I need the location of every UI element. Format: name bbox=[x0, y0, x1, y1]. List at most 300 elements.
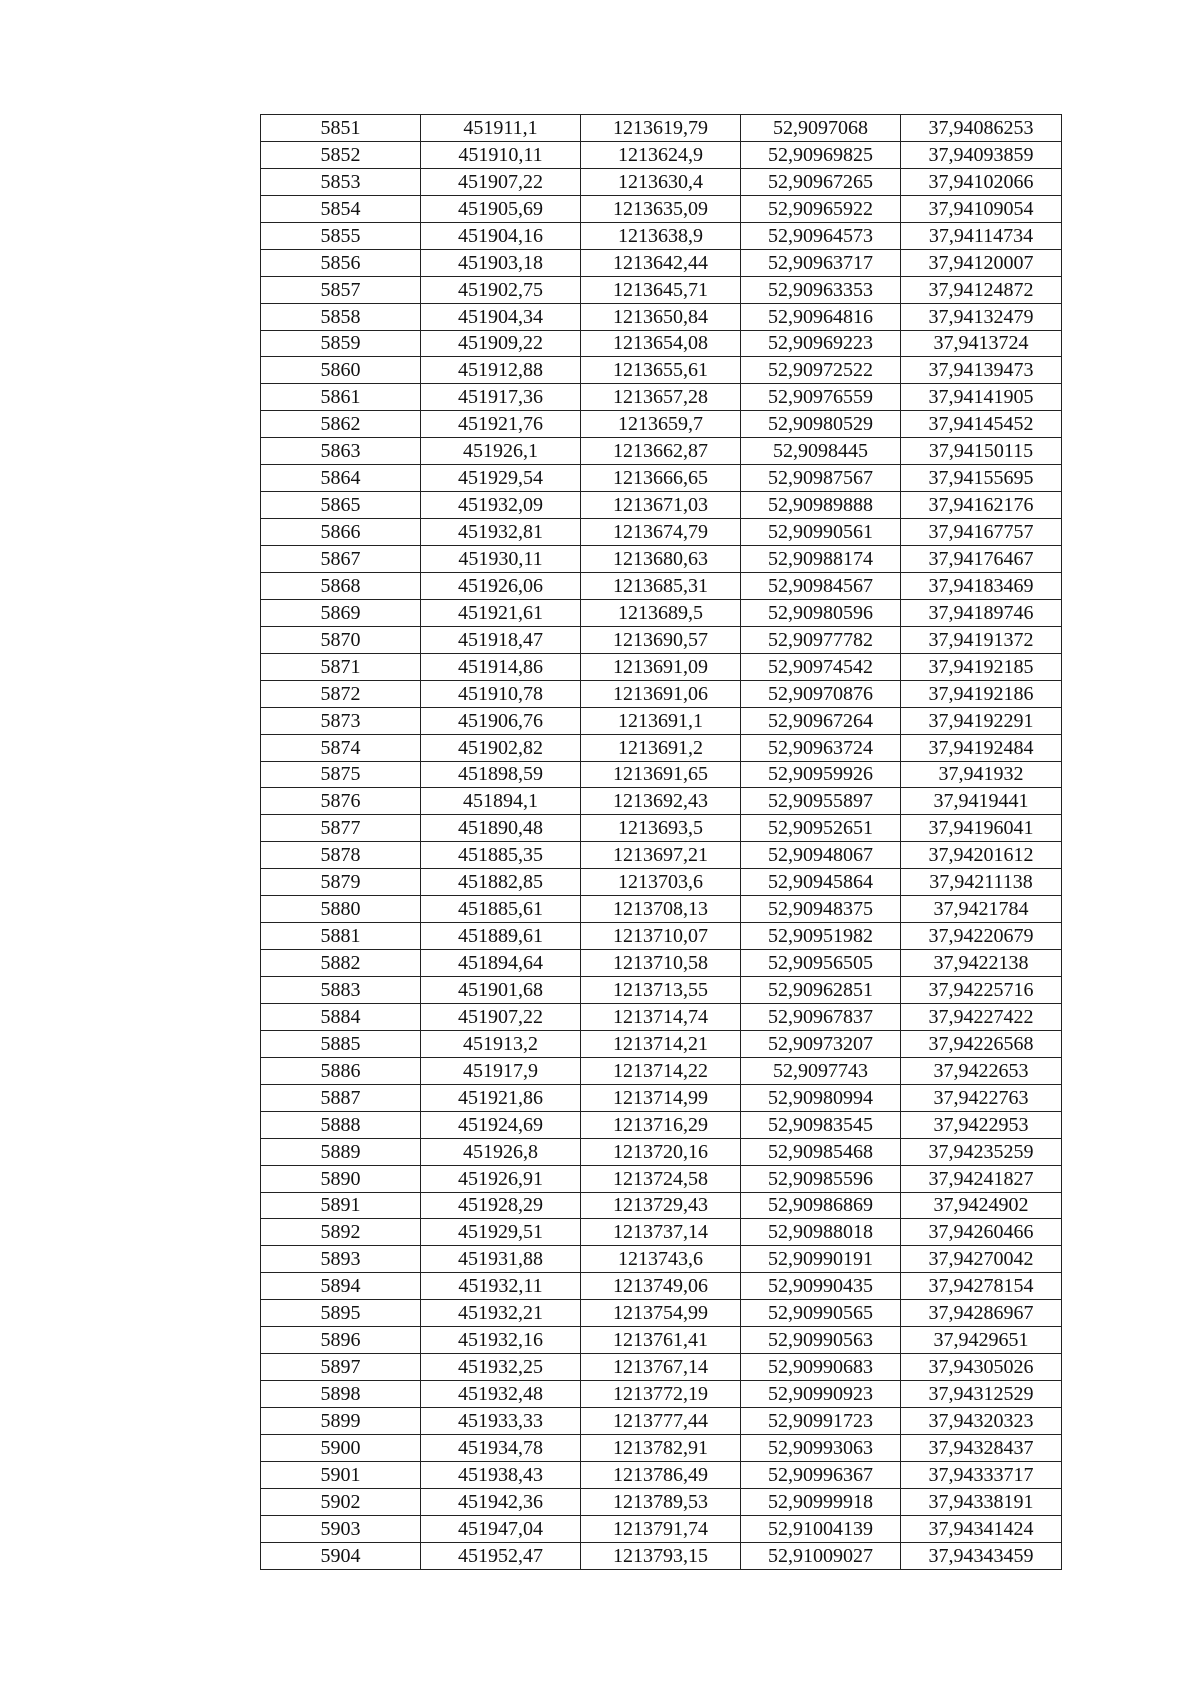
y-coordinate-cell: 1213789,53 bbox=[581, 1488, 741, 1515]
latitude-cell: 52,90973207 bbox=[741, 1030, 901, 1057]
y-coordinate-cell: 1213642,44 bbox=[581, 249, 741, 276]
point-number-cell: 5882 bbox=[261, 950, 421, 977]
table-row bbox=[261, 249, 1062, 276]
latitude-cell: 52,90984567 bbox=[741, 572, 901, 599]
y-coordinate-cell: 1213786,49 bbox=[581, 1461, 741, 1488]
y-coordinate-cell: 1213716,29 bbox=[581, 1111, 741, 1138]
point-number-cell: 5895 bbox=[261, 1300, 421, 1327]
x-coordinate-cell: 451912,88 bbox=[421, 357, 581, 384]
latitude-cell: 52,90967265 bbox=[741, 168, 901, 195]
longitude-cell: 37,94155695 bbox=[901, 465, 1062, 492]
point-number-cell: 5862 bbox=[261, 411, 421, 438]
table-row bbox=[261, 1542, 1062, 1569]
x-coordinate-cell: 451907,22 bbox=[421, 168, 581, 195]
y-coordinate-cell: 1213638,9 bbox=[581, 222, 741, 249]
x-coordinate-cell: 451934,78 bbox=[421, 1434, 581, 1461]
x-coordinate-cell: 451898,59 bbox=[421, 761, 581, 788]
latitude-cell: 52,90991723 bbox=[741, 1408, 901, 1435]
point-number-cell: 5864 bbox=[261, 465, 421, 492]
longitude-cell: 37,94343459 bbox=[901, 1542, 1062, 1569]
point-number-cell: 5860 bbox=[261, 357, 421, 384]
point-number-cell: 5898 bbox=[261, 1381, 421, 1408]
point-number-cell: 5893 bbox=[261, 1246, 421, 1273]
point-number-cell: 5857 bbox=[261, 276, 421, 303]
table-row bbox=[261, 1003, 1062, 1030]
longitude-cell: 37,94312529 bbox=[901, 1381, 1062, 1408]
latitude-cell: 52,90970876 bbox=[741, 680, 901, 707]
point-number-cell: 5868 bbox=[261, 572, 421, 599]
table-row bbox=[261, 680, 1062, 707]
latitude-cell: 52,90969223 bbox=[741, 330, 901, 357]
latitude-cell: 52,90988018 bbox=[741, 1219, 901, 1246]
x-coordinate-cell: 451926,1 bbox=[421, 438, 581, 465]
longitude-cell: 37,94270042 bbox=[901, 1246, 1062, 1273]
y-coordinate-cell: 1213657,28 bbox=[581, 384, 741, 411]
longitude-cell: 37,94150115 bbox=[901, 438, 1062, 465]
longitude-cell: 37,94305026 bbox=[901, 1354, 1062, 1381]
x-coordinate-cell: 451901,68 bbox=[421, 977, 581, 1004]
point-number-cell: 5901 bbox=[261, 1461, 421, 1488]
y-coordinate-cell: 1213754,99 bbox=[581, 1300, 741, 1327]
x-coordinate-cell: 451933,33 bbox=[421, 1408, 581, 1435]
y-coordinate-cell: 1213714,99 bbox=[581, 1084, 741, 1111]
coordinates-table bbox=[260, 114, 1062, 1570]
point-number-cell: 5877 bbox=[261, 815, 421, 842]
point-number-cell: 5871 bbox=[261, 653, 421, 680]
table-row bbox=[261, 788, 1062, 815]
latitude-cell: 52,90990683 bbox=[741, 1354, 901, 1381]
table-row bbox=[261, 168, 1062, 195]
y-coordinate-cell: 1213720,16 bbox=[581, 1138, 741, 1165]
table-row bbox=[261, 572, 1062, 599]
longitude-cell: 37,94109054 bbox=[901, 195, 1062, 222]
table-row bbox=[261, 1246, 1062, 1273]
point-number-cell: 5902 bbox=[261, 1488, 421, 1515]
table-row bbox=[261, 1461, 1062, 1488]
x-coordinate-cell: 451882,85 bbox=[421, 869, 581, 896]
table-row bbox=[261, 465, 1062, 492]
point-number-cell: 5903 bbox=[261, 1515, 421, 1542]
latitude-cell: 52,90980596 bbox=[741, 599, 901, 626]
latitude-cell: 52,91004139 bbox=[741, 1515, 901, 1542]
x-coordinate-cell: 451910,11 bbox=[421, 141, 581, 168]
table-row bbox=[261, 1192, 1062, 1219]
x-coordinate-cell: 451926,91 bbox=[421, 1165, 581, 1192]
longitude-cell: 37,94176467 bbox=[901, 546, 1062, 573]
x-coordinate-cell: 451932,09 bbox=[421, 492, 581, 519]
x-coordinate-cell: 451885,61 bbox=[421, 896, 581, 923]
table-row bbox=[261, 761, 1062, 788]
point-number-cell: 5892 bbox=[261, 1219, 421, 1246]
x-coordinate-cell: 451926,8 bbox=[421, 1138, 581, 1165]
point-number-cell: 5853 bbox=[261, 168, 421, 195]
longitude-cell: 37,94328437 bbox=[901, 1434, 1062, 1461]
table-row bbox=[261, 195, 1062, 222]
latitude-cell: 52,90948067 bbox=[741, 842, 901, 869]
longitude-cell: 37,9429651 bbox=[901, 1327, 1062, 1354]
x-coordinate-cell: 451932,81 bbox=[421, 519, 581, 546]
point-number-cell: 5900 bbox=[261, 1434, 421, 1461]
point-number-cell: 5897 bbox=[261, 1354, 421, 1381]
y-coordinate-cell: 1213691,09 bbox=[581, 653, 741, 680]
longitude-cell: 37,94338191 bbox=[901, 1488, 1062, 1515]
x-coordinate-cell: 451932,11 bbox=[421, 1273, 581, 1300]
point-number-cell: 5876 bbox=[261, 788, 421, 815]
longitude-cell: 37,94201612 bbox=[901, 842, 1062, 869]
point-number-cell: 5852 bbox=[261, 141, 421, 168]
table-row bbox=[261, 707, 1062, 734]
latitude-cell: 52,90959926 bbox=[741, 761, 901, 788]
table-row bbox=[261, 1165, 1062, 1192]
x-coordinate-cell: 451929,51 bbox=[421, 1219, 581, 1246]
x-coordinate-cell: 451918,47 bbox=[421, 626, 581, 653]
latitude-cell: 52,90988174 bbox=[741, 546, 901, 573]
y-coordinate-cell: 1213777,44 bbox=[581, 1408, 741, 1435]
table-row bbox=[261, 1327, 1062, 1354]
y-coordinate-cell: 1213714,21 bbox=[581, 1030, 741, 1057]
x-coordinate-cell: 451913,2 bbox=[421, 1030, 581, 1057]
longitude-cell: 37,94320323 bbox=[901, 1408, 1062, 1435]
y-coordinate-cell: 1213724,58 bbox=[581, 1165, 741, 1192]
point-number-cell: 5880 bbox=[261, 896, 421, 923]
table-row bbox=[261, 492, 1062, 519]
table-row bbox=[261, 222, 1062, 249]
point-number-cell: 5869 bbox=[261, 599, 421, 626]
longitude-cell: 37,9422953 bbox=[901, 1111, 1062, 1138]
latitude-cell: 52,90990565 bbox=[741, 1300, 901, 1327]
y-coordinate-cell: 1213691,06 bbox=[581, 680, 741, 707]
point-number-cell: 5861 bbox=[261, 384, 421, 411]
x-coordinate-cell: 451932,25 bbox=[421, 1354, 581, 1381]
table-row bbox=[261, 115, 1062, 142]
table-row bbox=[261, 1381, 1062, 1408]
y-coordinate-cell: 1213645,71 bbox=[581, 276, 741, 303]
latitude-cell: 52,90956505 bbox=[741, 950, 901, 977]
x-coordinate-cell: 451905,69 bbox=[421, 195, 581, 222]
x-coordinate-cell: 451910,78 bbox=[421, 680, 581, 707]
latitude-cell: 52,90955897 bbox=[741, 788, 901, 815]
x-coordinate-cell: 451903,18 bbox=[421, 249, 581, 276]
latitude-cell: 52,90974542 bbox=[741, 653, 901, 680]
y-coordinate-cell: 1213690,57 bbox=[581, 626, 741, 653]
table-row bbox=[261, 734, 1062, 761]
y-coordinate-cell: 1213671,03 bbox=[581, 492, 741, 519]
table-row bbox=[261, 1515, 1062, 1542]
x-coordinate-cell: 451917,36 bbox=[421, 384, 581, 411]
latitude-cell: 52,90964573 bbox=[741, 222, 901, 249]
latitude-cell: 52,90980994 bbox=[741, 1084, 901, 1111]
y-coordinate-cell: 1213691,1 bbox=[581, 707, 741, 734]
x-coordinate-cell: 451885,35 bbox=[421, 842, 581, 869]
latitude-cell: 52,90948375 bbox=[741, 896, 901, 923]
point-number-cell: 5881 bbox=[261, 923, 421, 950]
y-coordinate-cell: 1213693,5 bbox=[581, 815, 741, 842]
longitude-cell: 37,94260466 bbox=[901, 1219, 1062, 1246]
longitude-cell: 37,94141905 bbox=[901, 384, 1062, 411]
point-number-cell: 5851 bbox=[261, 115, 421, 142]
y-coordinate-cell: 1213708,13 bbox=[581, 896, 741, 923]
table-row bbox=[261, 1138, 1062, 1165]
y-coordinate-cell: 1213680,63 bbox=[581, 546, 741, 573]
x-coordinate-cell: 451914,86 bbox=[421, 653, 581, 680]
latitude-cell: 52,90986869 bbox=[741, 1192, 901, 1219]
y-coordinate-cell: 1213662,87 bbox=[581, 438, 741, 465]
table-row bbox=[261, 1057, 1062, 1084]
x-coordinate-cell: 451928,29 bbox=[421, 1192, 581, 1219]
y-coordinate-cell: 1213714,74 bbox=[581, 1003, 741, 1030]
x-coordinate-cell: 451929,54 bbox=[421, 465, 581, 492]
table-row bbox=[261, 411, 1062, 438]
latitude-cell: 52,90999918 bbox=[741, 1488, 901, 1515]
y-coordinate-cell: 1213619,79 bbox=[581, 115, 741, 142]
latitude-cell: 52,90987567 bbox=[741, 465, 901, 492]
y-coordinate-cell: 1213674,79 bbox=[581, 519, 741, 546]
table-row bbox=[261, 842, 1062, 869]
longitude-cell: 37,9422763 bbox=[901, 1084, 1062, 1111]
latitude-cell: 52,90963353 bbox=[741, 276, 901, 303]
y-coordinate-cell: 1213772,19 bbox=[581, 1381, 741, 1408]
x-coordinate-cell: 451942,36 bbox=[421, 1488, 581, 1515]
y-coordinate-cell: 1213685,31 bbox=[581, 572, 741, 599]
y-coordinate-cell: 1213624,9 bbox=[581, 141, 741, 168]
latitude-cell: 52,90990191 bbox=[741, 1246, 901, 1273]
longitude-cell: 37,9422138 bbox=[901, 950, 1062, 977]
longitude-cell: 37,94114734 bbox=[901, 222, 1062, 249]
table-row bbox=[261, 653, 1062, 680]
latitude-cell: 52,90983545 bbox=[741, 1111, 901, 1138]
y-coordinate-cell: 1213791,74 bbox=[581, 1515, 741, 1542]
longitude-cell: 37,94093859 bbox=[901, 141, 1062, 168]
x-coordinate-cell: 451902,75 bbox=[421, 276, 581, 303]
longitude-cell: 37,94145452 bbox=[901, 411, 1062, 438]
point-number-cell: 5866 bbox=[261, 519, 421, 546]
table-row bbox=[261, 330, 1062, 357]
table-row bbox=[261, 869, 1062, 896]
x-coordinate-cell: 451932,21 bbox=[421, 1300, 581, 1327]
point-number-cell: 5884 bbox=[261, 1003, 421, 1030]
latitude-cell: 52,90985468 bbox=[741, 1138, 901, 1165]
longitude-cell: 37,94162176 bbox=[901, 492, 1062, 519]
table-row bbox=[261, 815, 1062, 842]
y-coordinate-cell: 1213691,65 bbox=[581, 761, 741, 788]
latitude-cell: 52,90945864 bbox=[741, 869, 901, 896]
latitude-cell: 52,90989888 bbox=[741, 492, 901, 519]
y-coordinate-cell: 1213650,84 bbox=[581, 303, 741, 330]
point-number-cell: 5858 bbox=[261, 303, 421, 330]
longitude-cell: 37,94192185 bbox=[901, 653, 1062, 680]
point-number-cell: 5879 bbox=[261, 869, 421, 896]
x-coordinate-cell: 451904,16 bbox=[421, 222, 581, 249]
latitude-cell: 52,90990923 bbox=[741, 1381, 901, 1408]
longitude-cell: 37,9424902 bbox=[901, 1192, 1062, 1219]
longitude-cell: 37,94226568 bbox=[901, 1030, 1062, 1057]
longitude-cell: 37,94333717 bbox=[901, 1461, 1062, 1488]
latitude-cell: 52,90967837 bbox=[741, 1003, 901, 1030]
point-number-cell: 5870 bbox=[261, 626, 421, 653]
table-row bbox=[261, 1111, 1062, 1138]
latitude-cell: 52,90985596 bbox=[741, 1165, 901, 1192]
y-coordinate-cell: 1213654,08 bbox=[581, 330, 741, 357]
y-coordinate-cell: 1213743,6 bbox=[581, 1246, 741, 1273]
y-coordinate-cell: 1213710,58 bbox=[581, 950, 741, 977]
table-row bbox=[261, 438, 1062, 465]
latitude-cell: 52,90963717 bbox=[741, 249, 901, 276]
latitude-cell: 52,90962851 bbox=[741, 977, 901, 1004]
longitude-cell: 37,94189746 bbox=[901, 599, 1062, 626]
y-coordinate-cell: 1213703,6 bbox=[581, 869, 741, 896]
longitude-cell: 37,94227422 bbox=[901, 1003, 1062, 1030]
x-coordinate-cell: 451894,1 bbox=[421, 788, 581, 815]
latitude-cell: 52,90976559 bbox=[741, 384, 901, 411]
x-coordinate-cell: 451904,34 bbox=[421, 303, 581, 330]
latitude-cell: 52,9097743 bbox=[741, 1057, 901, 1084]
point-number-cell: 5859 bbox=[261, 330, 421, 357]
longitude-cell: 37,94086253 bbox=[901, 115, 1062, 142]
point-number-cell: 5885 bbox=[261, 1030, 421, 1057]
longitude-cell: 37,9419441 bbox=[901, 788, 1062, 815]
y-coordinate-cell: 1213749,06 bbox=[581, 1273, 741, 1300]
table-row bbox=[261, 977, 1062, 1004]
point-number-cell: 5865 bbox=[261, 492, 421, 519]
point-number-cell: 5874 bbox=[261, 734, 421, 761]
latitude-cell: 52,9097068 bbox=[741, 115, 901, 142]
point-number-cell: 5889 bbox=[261, 1138, 421, 1165]
latitude-cell: 52,90996367 bbox=[741, 1461, 901, 1488]
x-coordinate-cell: 451938,43 bbox=[421, 1461, 581, 1488]
latitude-cell: 52,90990563 bbox=[741, 1327, 901, 1354]
longitude-cell: 37,94120007 bbox=[901, 249, 1062, 276]
latitude-cell: 52,90972522 bbox=[741, 357, 901, 384]
y-coordinate-cell: 1213761,41 bbox=[581, 1327, 741, 1354]
point-number-cell: 5894 bbox=[261, 1273, 421, 1300]
x-coordinate-cell: 451932,16 bbox=[421, 1327, 581, 1354]
x-coordinate-cell: 451924,69 bbox=[421, 1111, 581, 1138]
table-row bbox=[261, 1488, 1062, 1515]
table-row bbox=[261, 546, 1062, 573]
y-coordinate-cell: 1213710,07 bbox=[581, 923, 741, 950]
y-coordinate-cell: 1213666,65 bbox=[581, 465, 741, 492]
longitude-cell: 37,94183469 bbox=[901, 572, 1062, 599]
point-number-cell: 5891 bbox=[261, 1192, 421, 1219]
table-row bbox=[261, 1354, 1062, 1381]
point-number-cell: 5855 bbox=[261, 222, 421, 249]
longitude-cell: 37,94235259 bbox=[901, 1138, 1062, 1165]
point-number-cell: 5875 bbox=[261, 761, 421, 788]
longitude-cell: 37,94102066 bbox=[901, 168, 1062, 195]
longitude-cell: 37,94225716 bbox=[901, 977, 1062, 1004]
x-coordinate-cell: 451921,86 bbox=[421, 1084, 581, 1111]
x-coordinate-cell: 451902,82 bbox=[421, 734, 581, 761]
x-coordinate-cell: 451947,04 bbox=[421, 1515, 581, 1542]
point-number-cell: 5873 bbox=[261, 707, 421, 734]
longitude-cell: 37,9413724 bbox=[901, 330, 1062, 357]
table-row bbox=[261, 1219, 1062, 1246]
y-coordinate-cell: 1213655,61 bbox=[581, 357, 741, 384]
longitude-cell: 37,94196041 bbox=[901, 815, 1062, 842]
coordinates-table-body bbox=[261, 115, 1062, 1570]
latitude-cell: 52,90963724 bbox=[741, 734, 901, 761]
latitude-cell: 52,90951982 bbox=[741, 923, 901, 950]
x-coordinate-cell: 451926,06 bbox=[421, 572, 581, 599]
table-row bbox=[261, 923, 1062, 950]
table-row bbox=[261, 1300, 1062, 1327]
table-row bbox=[261, 357, 1062, 384]
longitude-cell: 37,94278154 bbox=[901, 1273, 1062, 1300]
table-row bbox=[261, 1273, 1062, 1300]
longitude-cell: 37,94220679 bbox=[901, 923, 1062, 950]
longitude-cell: 37,94191372 bbox=[901, 626, 1062, 653]
x-coordinate-cell: 451932,48 bbox=[421, 1381, 581, 1408]
y-coordinate-cell: 1213737,14 bbox=[581, 1219, 741, 1246]
longitude-cell: 37,94192484 bbox=[901, 734, 1062, 761]
table-row bbox=[261, 896, 1062, 923]
table-row bbox=[261, 626, 1062, 653]
table-row bbox=[261, 1030, 1062, 1057]
point-number-cell: 5863 bbox=[261, 438, 421, 465]
longitude-cell: 37,94192291 bbox=[901, 707, 1062, 734]
table-row bbox=[261, 519, 1062, 546]
table-row bbox=[261, 599, 1062, 626]
longitude-cell: 37,9422653 bbox=[901, 1057, 1062, 1084]
x-coordinate-cell: 451909,22 bbox=[421, 330, 581, 357]
longitude-cell: 37,94139473 bbox=[901, 357, 1062, 384]
point-number-cell: 5878 bbox=[261, 842, 421, 869]
latitude-cell: 52,9098445 bbox=[741, 438, 901, 465]
y-coordinate-cell: 1213793,15 bbox=[581, 1542, 741, 1569]
y-coordinate-cell: 1213635,09 bbox=[581, 195, 741, 222]
y-coordinate-cell: 1213767,14 bbox=[581, 1354, 741, 1381]
point-number-cell: 5856 bbox=[261, 249, 421, 276]
point-number-cell: 5899 bbox=[261, 1408, 421, 1435]
y-coordinate-cell: 1213630,4 bbox=[581, 168, 741, 195]
point-number-cell: 5886 bbox=[261, 1057, 421, 1084]
x-coordinate-cell: 451921,61 bbox=[421, 599, 581, 626]
latitude-cell: 52,91009027 bbox=[741, 1542, 901, 1569]
longitude-cell: 37,94241827 bbox=[901, 1165, 1062, 1192]
table-row bbox=[261, 1084, 1062, 1111]
y-coordinate-cell: 1213689,5 bbox=[581, 599, 741, 626]
x-coordinate-cell: 451889,61 bbox=[421, 923, 581, 950]
latitude-cell: 52,90977782 bbox=[741, 626, 901, 653]
x-coordinate-cell: 451911,1 bbox=[421, 115, 581, 142]
latitude-cell: 52,90965922 bbox=[741, 195, 901, 222]
x-coordinate-cell: 451894,64 bbox=[421, 950, 581, 977]
latitude-cell: 52,90990435 bbox=[741, 1273, 901, 1300]
longitude-cell: 37,94124872 bbox=[901, 276, 1062, 303]
point-number-cell: 5887 bbox=[261, 1084, 421, 1111]
longitude-cell: 37,941932 bbox=[901, 761, 1062, 788]
table-row bbox=[261, 384, 1062, 411]
latitude-cell: 52,90964816 bbox=[741, 303, 901, 330]
longitude-cell: 37,94341424 bbox=[901, 1515, 1062, 1542]
point-number-cell: 5904 bbox=[261, 1542, 421, 1569]
x-coordinate-cell: 451917,9 bbox=[421, 1057, 581, 1084]
table-row bbox=[261, 303, 1062, 330]
table-row bbox=[261, 1434, 1062, 1461]
x-coordinate-cell: 451930,11 bbox=[421, 546, 581, 573]
point-number-cell: 5896 bbox=[261, 1327, 421, 1354]
latitude-cell: 52,90993063 bbox=[741, 1434, 901, 1461]
point-number-cell: 5872 bbox=[261, 680, 421, 707]
latitude-cell: 52,90969825 bbox=[741, 141, 901, 168]
y-coordinate-cell: 1213713,55 bbox=[581, 977, 741, 1004]
latitude-cell: 52,90990561 bbox=[741, 519, 901, 546]
latitude-cell: 52,90980529 bbox=[741, 411, 901, 438]
y-coordinate-cell: 1213697,21 bbox=[581, 842, 741, 869]
longitude-cell: 37,94286967 bbox=[901, 1300, 1062, 1327]
y-coordinate-cell: 1213714,22 bbox=[581, 1057, 741, 1084]
y-coordinate-cell: 1213729,43 bbox=[581, 1192, 741, 1219]
